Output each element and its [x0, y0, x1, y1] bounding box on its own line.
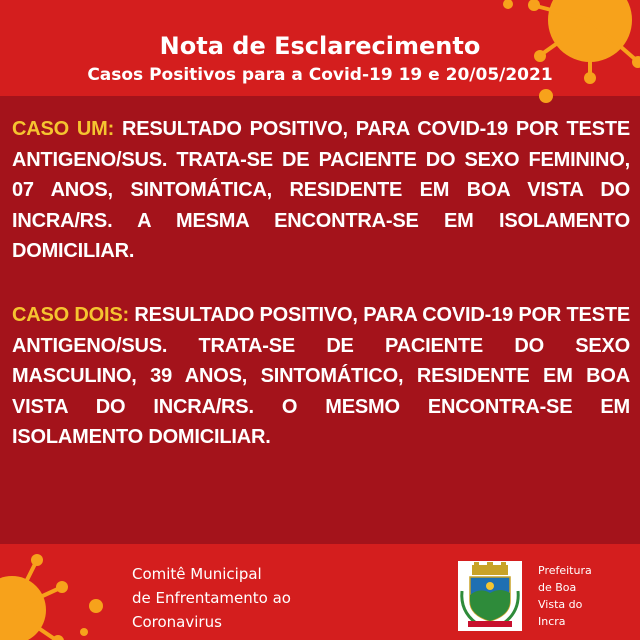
committee-line: Comitê Municipal: [132, 565, 262, 583]
case-one-text: RESULTADO POSITIVO, PARA COVID-19 POR TESTE ANTIGENO/SUS. TRATA-SE DE PACIENTE DO SEXO FEMININO, 07 ANOS, SINTOMÁTICA, RESIDENTE EM BOA VISTA DO INCRA/RS. A MESMA ENCONTRA-SE EM ISOLAMENTO DOMICILIAR.: [12, 118, 630, 262]
case-two-paragraph: [12, 300, 630, 453]
prefeitura-line: Vista do: [538, 598, 583, 611]
prefeitura-line: de Boa: [538, 581, 577, 594]
page-subtitle: Casos Positivos para a Covid-19 19 e 20/05/2021: [87, 65, 553, 85]
case-two-text: RESULTADO POSITIVO, PARA COVID-19 POR TESTE ANTIGENO/SUS. TRATA-SE DE PACIENTE DO SEXO MASCULINO, 39 ANOS, SINTOMÁTICO, RESIDENTE EM BOA VISTA DO INCRA/RS. O MESMO ENCONTRA-SE EM ISOLAMENTO DOMICILIAR.: [12, 304, 630, 448]
municipal-crest-icon: [458, 561, 522, 631]
page-title: Nota de Esclarecimento: [159, 32, 481, 60]
committee-line: Coronavirus: [132, 613, 222, 631]
prefeitura-name: [538, 562, 592, 630]
prefeitura-line: Prefeitura: [538, 564, 592, 577]
case-one-label: CASO UM:: [12, 118, 115, 140]
prefeitura-line: Incra: [538, 615, 566, 628]
case-one-paragraph: [12, 114, 630, 267]
committee-name: [132, 562, 291, 634]
committee-line: de Enfrentamento ao: [132, 589, 291, 607]
case-two-label: CASO DOIS:: [12, 304, 129, 326]
